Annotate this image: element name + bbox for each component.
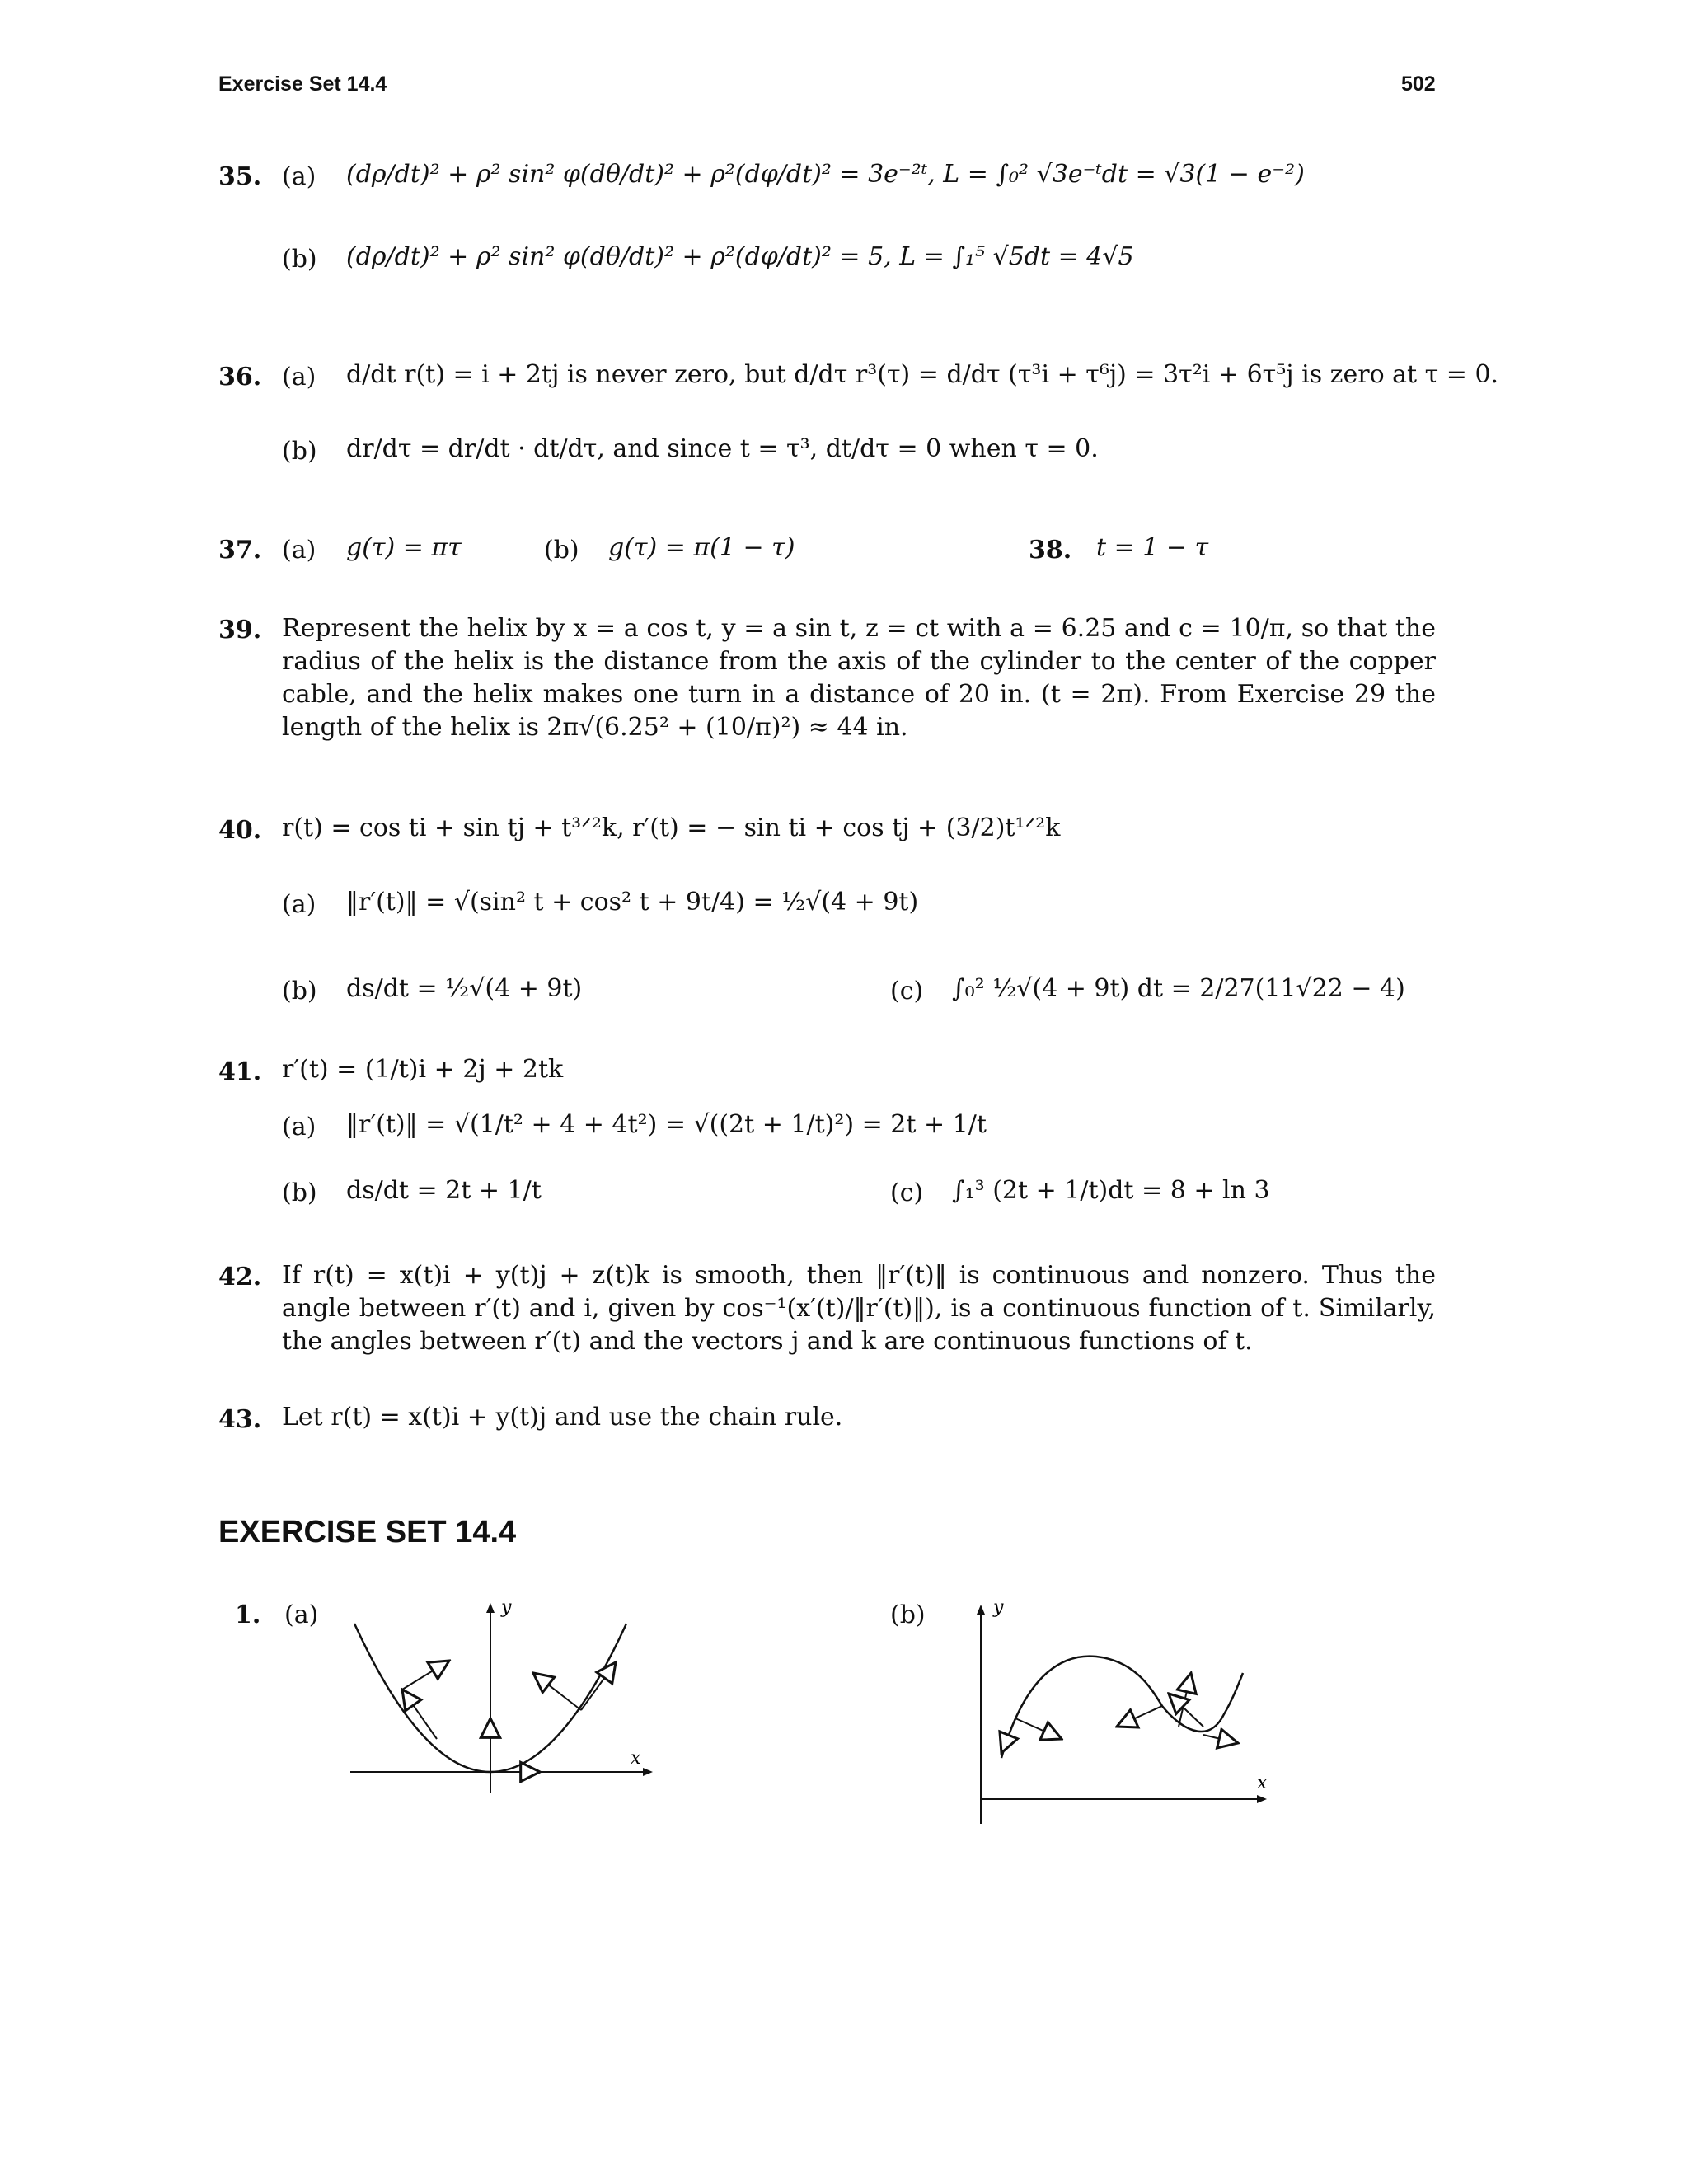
figure-a-parabola [338,1595,684,1793]
normal-vector-2 [1179,1673,1191,1727]
figure-b-label: (b) [890,1601,926,1629]
problem-40b-label: (b) [282,977,317,1005]
tangent-vector-right [581,1662,616,1710]
problem-43-number: 43. [218,1405,262,1434]
problem-35a-expression: (dρ/dt)² + ρ² sin² φ(dθ/dt)² + ρ²(dφ/dt)² = 3e⁻²ᵗ, L = ∫₀² √3e⁻ᵗdt = √3(1 − e⁻²) [346,160,1305,189]
problem-37-number: 37. [218,536,262,565]
problem-40-number: 40. [218,816,262,845]
figure-b-x-label: x [1257,1773,1268,1793]
problem-35b-label: (b) [282,245,317,274]
wavy-curve [1001,1657,1243,1758]
problem-37a-expression: g(τ) = πτ [346,533,462,562]
running-header-left: Exercise Set 14.4 [218,73,387,96]
figure-a-x-label: x [631,1748,641,1769]
problem-41-number: 41. [218,1057,262,1086]
problem-41-expression: r′(t) = (1/t)i + 2j + 2tk [282,1055,564,1084]
problem-35a-label: (a) [282,162,316,191]
problem-37b-expression: g(τ) = π(1 − τ) [608,533,795,562]
problem-37a-label: (a) [282,536,316,565]
problem-40b-expression: ds/dt = ½√(4 + 9t) [346,974,583,1003]
y-axis-arrow-icon [977,1605,985,1615]
problem-41c-label: (c) [890,1179,924,1207]
problem-40a-expression: ‖r′(t)‖ = √(sin² t + cos² t + 9t/4) = ½√(4 + 9t) [346,888,919,916]
problem-36b-expression: dr/dτ = dr/dt · dt/dτ, and since t = τ³, dt/dτ = 0 when τ = 0. [346,434,1099,463]
problem-41c-expression: ∫₁³ (2t + 1/t)dt = 8 + ln 3 [952,1176,1270,1205]
problem-41b-label: (b) [282,1179,317,1207]
tangent-vector-1 [1001,1718,1015,1753]
problem-41a-expression: ‖r′(t)‖ = √(1/t² + 4 + 4t²) = √((2t + 1/t)²) = 2t + 1/t [346,1110,987,1139]
problem-40a-label: (a) [282,890,316,919]
problem-43-text: Let r(t) = x(t)i + y(t)j and use the chain rule. [282,1403,843,1432]
normal-vector-3 [1169,1694,1203,1727]
problem-35-number: 35. [218,162,262,191]
problem-41b-expression: ds/dt = 2t + 1/t [346,1176,542,1205]
y-axis-arrow-icon [486,1603,495,1613]
problem-36b-label: (b) [282,437,317,466]
problem-41a-label: (a) [282,1113,316,1141]
problem-36-number: 36. [218,363,262,391]
normal-vector-right [533,1673,581,1710]
normal-vector-left [402,1661,449,1690]
problem-36a-label: (a) [282,363,316,391]
problem-42-number: 42. [218,1263,262,1291]
problem-42-text: If r(t) = x(t)i + y(t)j + z(t)k is smooth, then ‖r′(t)‖ is continuous and nonzero. Thus the angle between r′(t) and i, given by cos⁻¹(x′(t)/‖r′(t)‖), is a continuous function of t. Similarly, the angles between r′(t) and the vectors j and k are continuous functions of t. [282,1261,1436,1356]
figure-b-y-label: y [993,1597,1004,1618]
x-axis-arrow-icon [1257,1795,1267,1803]
tangent-vector-2 [1117,1706,1162,1727]
problem-35b-expression: (dρ/dt)² + ρ² sin² φ(dθ/dt)² + ρ²(dφ/dt)² = 5, L = ∫₁⁵ √5dt = 4√5 [346,242,1134,271]
figure-a-label: (a) [284,1601,319,1629]
exercise-1-number: 1. [235,1601,261,1629]
problem-36a-expression: d/dt r(t) = i + 2tj is never zero, but d/dτ r³(τ) = d/dτ (τ³i + τ⁶j) = 3τ²i + 6τ⁵j is zero at τ = 0. [346,360,1499,389]
x-axis-arrow-icon [643,1768,653,1776]
tangent-vector-3 [1203,1735,1238,1743]
figure-a-y-label: y [501,1597,512,1618]
problem-38-expression: t = 1 − τ [1096,533,1209,562]
problem-40-expression: r(t) = cos ti + sin tj + t³ᐟ²k, r′(t) = − sin ti + cos tj + (3/2)t¹ᐟ²k [282,813,1061,842]
problem-39-text: Represent the helix by x = a cos t, y = a sin t, z = ct with a = 6.25 and c = 10/π, so that the radius of the helix is the distance from the axis of the cylinder to the center of the copper cable, and the helix makes one turn in a distance of 20 in. (t = 2π). From Exercise 29 the length of the helix is 2π√(6.25² + (10/π)²) ≈ 44 in. [282,614,1436,742]
problem-38-number: 38. [1029,536,1072,565]
figure-b-curve [956,1595,1302,1825]
problem-40c-expression: ∫₀² ½√(4 + 9t) dt = 2/27(11√22 − 4) [952,974,1405,1003]
problem-40c-label: (c) [890,977,924,1005]
problem-37b-label: (b) [544,536,579,565]
section-title: EXERCISE SET 14.4 [218,1515,517,1549]
page-number: 502 [1401,73,1436,96]
problem-39-number: 39. [218,616,262,644]
normal-vector-1 [1015,1718,1062,1739]
